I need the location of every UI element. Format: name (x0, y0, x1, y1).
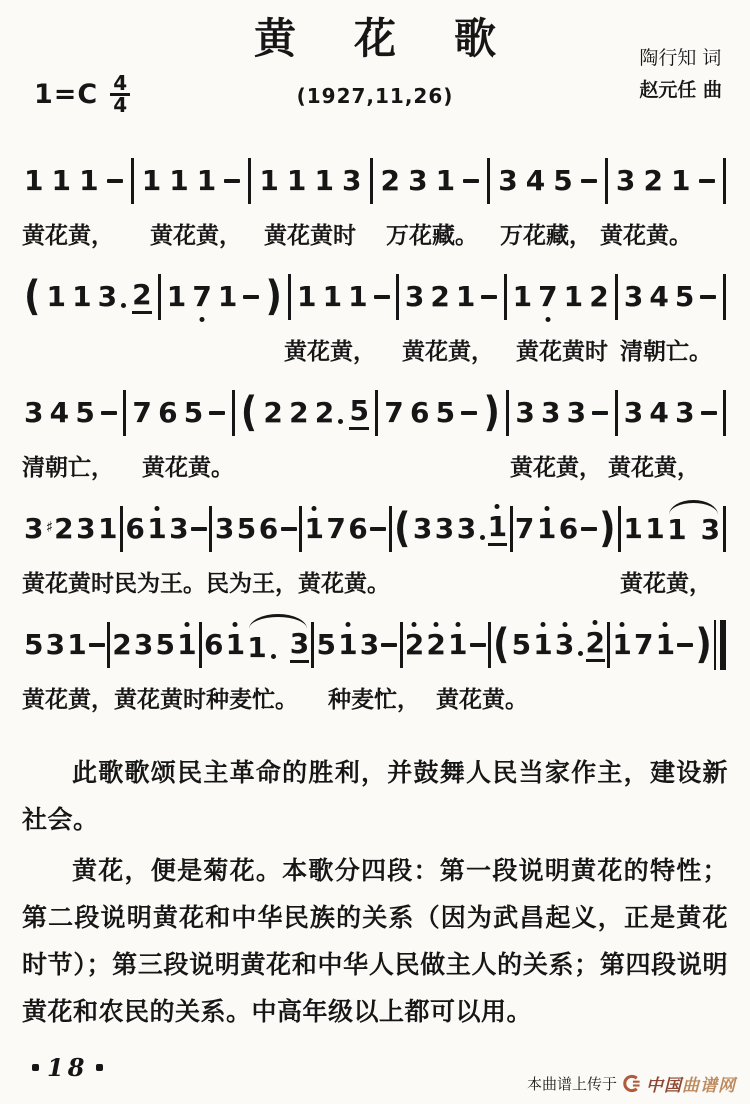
close-paren: ) (265, 272, 282, 320)
note: 2 (263, 396, 283, 429)
note: 1 (612, 630, 631, 660)
note: 3 (623, 280, 644, 313)
note: 1 (537, 514, 556, 544)
octave-dot-above (233, 622, 238, 627)
note: 5 (435, 396, 456, 429)
notation-line (22, 150, 728, 212)
barline (723, 274, 726, 320)
lyric-segment: 黄花黄， (620, 570, 712, 597)
note: 2 (589, 280, 609, 313)
note: 3 (169, 512, 189, 545)
augmentation-dot (121, 303, 126, 308)
lyric-segment: 黄花黄。 (600, 222, 692, 249)
note: 1 (226, 630, 245, 660)
close-paren: ) (599, 504, 616, 552)
note: 4 (649, 280, 669, 313)
barline (400, 622, 403, 668)
duration-dash (243, 295, 259, 299)
lyric-segment: 黄花黄时 (264, 222, 356, 249)
octave-dot-above (562, 622, 567, 627)
note: 1 (67, 628, 87, 661)
barline (615, 390, 618, 436)
barline (375, 390, 378, 436)
page-number (32, 1053, 103, 1082)
slur-group (247, 627, 309, 663)
note: 5 (511, 628, 532, 661)
note: 1 (563, 280, 584, 313)
note: 1 (97, 512, 118, 545)
note: 5 (236, 512, 257, 545)
page-title: 黄花歌 (253, 14, 554, 63)
note: 1 (79, 164, 99, 197)
duration-dash (699, 179, 715, 183)
barline (389, 506, 392, 552)
notation-line (22, 498, 728, 560)
note: 1 (670, 164, 691, 197)
note: 2 (112, 628, 132, 661)
footer-credit (527, 1071, 736, 1096)
barline (615, 274, 618, 320)
augmentation-dot (480, 535, 485, 540)
note: 1 (314, 164, 334, 197)
duration-dash (461, 411, 477, 415)
note: 7 (132, 396, 152, 429)
barline (396, 274, 399, 320)
lyric-segment: 清朝亡， (22, 454, 114, 481)
barline (605, 158, 608, 204)
music-line-block (22, 150, 728, 251)
barline (199, 622, 202, 668)
lyricist-credit: 陶行知 词 (639, 47, 722, 69)
note: 5 (155, 628, 175, 661)
octave-dot-above (154, 506, 159, 511)
notation-line (22, 614, 728, 676)
octave-dot-above (540, 622, 545, 627)
notation-line (22, 382, 728, 444)
note: 3 (566, 396, 587, 429)
note: 2 (586, 628, 605, 662)
note: 1 (147, 514, 166, 544)
octave-dot-above (434, 622, 439, 627)
note: 3 (675, 396, 695, 429)
note: 4 (649, 396, 669, 429)
note: 6 (158, 396, 178, 429)
site-name (646, 1071, 736, 1096)
note: 1 (24, 164, 44, 197)
octave-dot-above (544, 506, 549, 511)
octave-dot-above (312, 506, 317, 511)
note: 3 (404, 280, 425, 313)
barline (723, 158, 726, 204)
octave-dot-above (593, 620, 598, 625)
note: 3 (408, 164, 428, 197)
note: 1 (259, 164, 279, 197)
note: 2 (643, 164, 663, 197)
note: 1 (348, 280, 368, 313)
lyric-segment: 黄花黄， (510, 454, 602, 481)
bullet-icon (96, 1064, 103, 1071)
note: 1 (448, 630, 467, 660)
note: 1 (338, 630, 357, 660)
note: 3 (359, 628, 380, 661)
barline (209, 506, 212, 552)
final-barline (714, 620, 726, 670)
note: 3 (555, 630, 583, 660)
open-paren: ( (394, 504, 411, 552)
note: 1 (304, 514, 323, 544)
note: 2 (289, 396, 309, 429)
barline (618, 506, 621, 552)
duration-dash (581, 179, 597, 183)
duration-dash (374, 295, 390, 299)
lyric-segment: 黄花黄， (608, 454, 700, 481)
note: 1 (623, 512, 643, 545)
note: 1 (435, 164, 456, 197)
barline (123, 390, 126, 436)
barline (311, 622, 314, 668)
note: 6 (348, 512, 368, 545)
note: 1 (512, 280, 533, 313)
lyric-segment: 黄花黄， (150, 222, 242, 249)
barline (723, 390, 726, 436)
note: 3 (76, 512, 96, 545)
barline (107, 622, 110, 668)
note: 5 (183, 396, 204, 429)
octave-dot-below (545, 317, 550, 322)
lyrics-line (22, 679, 728, 715)
barline (248, 158, 251, 204)
note: 1 (141, 164, 162, 197)
note: 3 (214, 512, 235, 545)
note: 3 (541, 396, 561, 429)
paragraph: 此歌歌颂民主革命的胜利，并鼓舞人民当家作主，建设新社会。 (22, 758, 728, 834)
note: 2 (132, 280, 151, 314)
sharp-icon: ♯ (45, 518, 54, 536)
open-paren: ( (24, 272, 41, 320)
octave-dot-above (620, 622, 625, 627)
barline (370, 158, 373, 204)
note: 7 (633, 628, 654, 661)
octave-dot-above (345, 622, 350, 627)
lyric-segment: 万花藏。 (386, 222, 478, 249)
time-numerator: 4 (110, 74, 130, 96)
duration-dash (191, 527, 207, 531)
lyrics-line (22, 215, 728, 251)
note: 1 (46, 280, 66, 313)
note: 6 (409, 396, 430, 429)
lyric-segment: 万花藏， (500, 222, 592, 249)
composer-credit: 赵元任 曲 (639, 79, 722, 101)
lyric-segment: 黄花黄时民为王。民为王，黄花黄。 (22, 570, 390, 597)
note: 3 (98, 282, 126, 312)
music-line-block (22, 266, 728, 367)
note: 1 (51, 164, 72, 197)
site-logo-icon (622, 1074, 641, 1093)
duration-dash (381, 643, 397, 647)
page-number-value: 18 (47, 1053, 89, 1082)
barline (299, 506, 302, 552)
octave-dot-above (495, 504, 500, 509)
composition-date: (1927,11,26) (296, 84, 454, 108)
lyric-segment: 黄花黄， (22, 222, 114, 249)
duration-dash (281, 527, 297, 531)
octave-dot-above (455, 622, 460, 627)
octave-dot-above (184, 622, 189, 627)
barline (488, 622, 491, 668)
note: 2 (380, 164, 401, 197)
octave-dot-above (412, 622, 417, 627)
close-paren: ) (483, 388, 500, 436)
note: 7 (538, 282, 557, 312)
note: 5 (316, 628, 336, 661)
site-name-primary: 中国 (646, 1076, 682, 1096)
barline (487, 158, 490, 204)
note: 5 (553, 164, 573, 197)
note: 7 (326, 512, 346, 545)
note: 1 (169, 164, 189, 197)
note: 3 (290, 629, 309, 663)
notes-section (22, 749, 728, 1035)
barline (158, 274, 161, 320)
note: 3 (45, 628, 66, 661)
lyric-segment: 清朝亡。 (620, 338, 712, 365)
augmentation-dot (578, 651, 583, 656)
octave-dot-below (200, 317, 205, 322)
site-name-secondary: 曲谱网 (682, 1076, 736, 1096)
note: 1 (177, 630, 196, 660)
duration-dash (481, 295, 497, 299)
note: 2 (426, 630, 445, 660)
lyric-segment: 黄花黄。 (436, 686, 528, 713)
barline (510, 506, 513, 552)
key-name: 1=C (34, 79, 99, 110)
lyrics-line (22, 331, 728, 367)
note: 4 (49, 396, 70, 429)
duration-dash (701, 411, 717, 415)
note: 2 (315, 398, 343, 428)
duration-dash (581, 527, 597, 531)
music-line-block (22, 614, 728, 715)
barline (506, 390, 509, 436)
note: 5 (24, 628, 44, 661)
note: 4 (525, 164, 546, 197)
open-paren: ( (240, 388, 258, 436)
note: 3 (515, 396, 535, 429)
note: 6 (203, 628, 224, 661)
note: 1 (645, 512, 665, 545)
note: 1 (247, 633, 275, 663)
note: 1 (667, 513, 687, 546)
barline (232, 390, 235, 436)
duration-dash (209, 411, 225, 415)
note: 6 (125, 512, 145, 545)
music-section (22, 150, 728, 715)
note: 1 (196, 164, 217, 197)
note: 3 (457, 514, 485, 544)
lyric-segment: 种麦忙， (328, 686, 420, 713)
barline (607, 622, 610, 668)
note: 7 (384, 396, 404, 429)
duration-dash (463, 179, 479, 183)
note: 1 (322, 280, 343, 313)
note: 2 (405, 630, 424, 660)
note: 3 (412, 512, 433, 545)
duration-dash (700, 295, 716, 299)
barline (723, 506, 726, 552)
lyrics-line (22, 563, 728, 599)
note: 3 (615, 164, 636, 197)
note: 1 (455, 280, 476, 313)
note: 1 (656, 630, 675, 660)
note: 1 (488, 512, 507, 546)
note: 1 (72, 280, 92, 313)
header (22, 0, 728, 142)
duration-dash (89, 643, 105, 647)
bullet-icon (32, 1064, 39, 1071)
music-line-block (22, 498, 728, 599)
duration-dash (592, 411, 608, 415)
notation-line (22, 266, 728, 328)
barline (120, 506, 123, 552)
note: 3 (24, 396, 44, 429)
duration-dash (224, 179, 240, 183)
note: 1 (286, 164, 307, 197)
duration-dash (107, 179, 123, 183)
lyrics-line (22, 447, 728, 483)
note: 6 (258, 512, 279, 545)
note: 7 (514, 512, 535, 545)
close-paren: ) (695, 620, 712, 668)
note: 3 (700, 513, 721, 546)
note: 5 (349, 396, 368, 430)
duration-dash (370, 527, 386, 531)
note: 3 (498, 164, 518, 197)
slur-group (667, 513, 720, 545)
barline (288, 274, 291, 320)
note: 2 (430, 280, 450, 313)
note: 3 (623, 396, 644, 429)
note: 1 (297, 280, 317, 313)
upload-text: 本曲谱上传于 (526, 1075, 617, 1093)
lyric-segment: 黄花黄，黄花黄时种麦忙。 (22, 686, 298, 713)
lyric-segment: 黄花黄时 (516, 338, 608, 365)
note: 3 (341, 164, 362, 197)
music-line-block (22, 382, 728, 483)
octave-dot-above (663, 622, 668, 627)
open-paren: ( (492, 620, 510, 668)
note: 7 (192, 282, 211, 312)
note: 5 (75, 396, 95, 429)
note: 1 (533, 630, 552, 660)
note: 3 (133, 628, 154, 661)
note: 1 (166, 280, 187, 313)
paragraph: 黄花，便是菊花。本歌分四段：第一段说明黄花的特性；第二段说明黄花和中华民族的关系（因为武昌起义，正是黄花时节）；第三段说明黄花和中华人民做主人的关系；第四段说明黄花和农民的关系。中高年级以上都可以用。 (22, 856, 728, 1026)
note: 1 (217, 280, 238, 313)
note: 3 (24, 512, 44, 545)
note: 6 (558, 512, 579, 545)
duration-dash (101, 411, 117, 415)
note: 5 (674, 280, 695, 313)
lyric-segment: 黄花黄， (284, 338, 376, 365)
duration-dash (677, 643, 693, 647)
lyric-segment: 黄花黄， (402, 338, 494, 365)
time-denominator: 4 (113, 93, 128, 117)
augmentation-dot (338, 419, 343, 424)
barline (504, 274, 507, 320)
barline (131, 158, 134, 204)
note: 3 (434, 512, 455, 545)
augmentation-dot (271, 654, 276, 659)
duration-dash (470, 643, 486, 647)
note: ♯ 2 (45, 512, 74, 545)
lyric-segment: 黄花黄。 (142, 454, 234, 481)
